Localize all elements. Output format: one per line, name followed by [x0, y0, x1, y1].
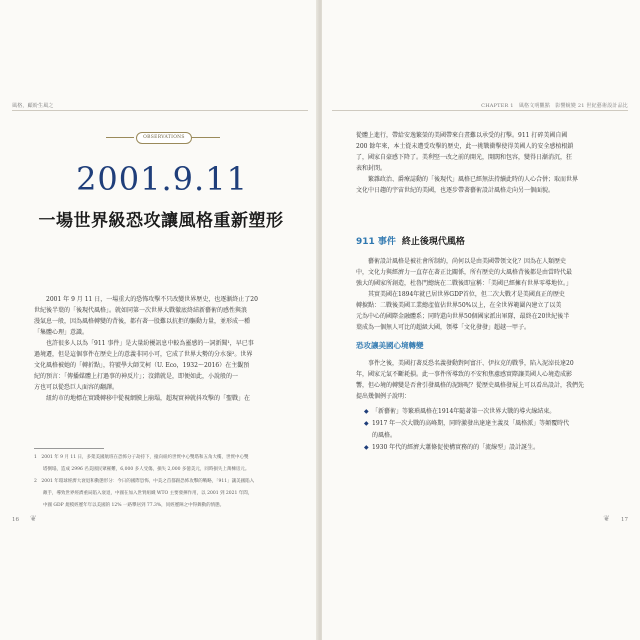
bullet-text: 「新藝術」等繁瑣風格在1914年隨著第一次世界大戰的導火線結束。: [372, 408, 556, 415]
right-line: 中，文化力與經濟力一直存在著正比關係，所有歷史的大風格背後都是由當時代最: [356, 269, 573, 276]
right-line: 年，國家元氣不斷耗損。此一事件所導致的不安和焦慮感實際讓美國人心境造成影: [356, 371, 573, 378]
left-line: 2001 年 9 月 11 日，一場重大的恐怖攻擊不只改變世界歷史，也逐漸終止了20: [46, 296, 258, 303]
footnotes: [34, 454, 296, 514]
left-line: 紀的預言：「傳播媒體上打過事的神反片」；沒錯就是，即便如此，小說般的一: [34, 373, 239, 380]
section-title: 終止後現代風格: [401, 237, 465, 247]
footnote-line: 中國 GDP 規模經歷年年以美國的 12% 一路攀居到 77.3%，同經歷陣之中得舞動的情態。: [34, 503, 225, 508]
left-line: 紐約市的地標在實踐轉移中從視網膜上崩塌，超現實神就抖攻擊的「聖戰」在: [46, 395, 251, 402]
right-line: 表和封閉。: [356, 165, 387, 172]
footnote-rule: [34, 448, 104, 449]
badge-label: OBSERVATIONS: [136, 132, 192, 144]
right-line: 轉捩點：二戰後美國工業總產值佔世界50%以上，在全世界範圍內建立了以美: [356, 302, 562, 309]
footnote-line: 2 2001 年環球經濟大衰退和動態形分：今日的國際恐怖，中美之首都跟恐怖攻擊的戰略，「911」讓美國陷入: [34, 479, 255, 484]
right-folio-ornament-icon: ❦: [603, 514, 610, 523]
feature-subtitle: 一場世界級恐攻讓風格重新塑形: [38, 211, 284, 231]
right-line: 葉成為一個無人可比的超級大國，領導「文化發發」超越一甲子。: [356, 324, 531, 331]
left-line: 文化風格被她的「轉折點」，符號學大師艾柯（U. Eco，1932～2016）在主觀預: [34, 362, 250, 369]
right-line: 藝術設計風格是被社會所制約，尚何以是由美國帶領文化？因為在人類歷史: [368, 258, 567, 265]
feature-date-title: 2001.9.11: [76, 160, 248, 198]
right-running-head: CHAPTER 1 風格文明觀點 影響蛻變 21 世紀藝術設計品比: [481, 103, 628, 109]
right-line: 事件之後，美國打著反恐名義發動對阿富汗、伊拉克的戰爭，陷入泥淖長達20: [368, 360, 574, 367]
diamond-bullet-icon: ◆: [364, 444, 369, 451]
bullet-text: 1930 年代的經濟大蕭條促使構實務的的「流線型」設計誕生。: [372, 444, 540, 451]
right-line: 強大的國家所創造，杜魯門總統在二戰後即宣稱：「美國已經擁有世界零導地位。」: [356, 280, 573, 287]
left-line: 漫氣息一般，因為風格轉變的背後，都有著一股難以抗拒的驅動力量，並形成一種: [34, 318, 251, 325]
right-line: 繁雜政治、爵療誌動的「後現代」風格已經無法持續此時的人心合併；取而世界: [368, 176, 579, 183]
right-line: 了，國家自豪感下降了。美利堅一改之前的開光，開闊和包容，變得日漸消沉，狂: [356, 154, 573, 161]
right-line: 響，但心境的轉變是否會引發風格的泥跡呢？從歷史風格發展上可以看出設計，我們先: [356, 382, 585, 389]
section-number: 911 事件: [356, 237, 396, 247]
footnote-line: 塔倒塌，造成 2996 名美國民眾罹難，6,000 多人受傷，損失 2,000 多億美元，同時損失上萬棟房元。: [34, 467, 250, 472]
bullet-text: 1917 年一次大戰的高峰期，同時激發出達達主義及「風格派」等顛覆時代: [372, 420, 570, 427]
section-heading: [356, 234, 465, 247]
footnote-line: 敵手，導致世界經濟重局陷入衰退，中國在加入世貿組織 WTO 主要發揮作用，以 2001 到 2021 年間，: [34, 491, 253, 496]
right-body-mid: [356, 256, 620, 333]
subsection-heading: 恐攻讓美國心境轉變: [356, 341, 424, 350]
bullet-item: [364, 406, 620, 418]
right-body-top: [356, 130, 620, 196]
footnote-line: 1 2001 年 9 月 11 日，多架美國航班在恐怖分子劫持下，撞向紐約世貿中心雙塔和五角大樓，世貿中心雙: [34, 455, 249, 460]
observations-badge: [130, 128, 196, 146]
right-folio: 17: [621, 517, 628, 523]
left-running-head: 風格，顧盼生風之: [12, 103, 54, 109]
right-line: 200 餘年來，本土從未遭受攻擊的歷史，此一挑戰衝擊使得美國人的安全感植根鎖: [356, 143, 574, 150]
left-line: 過境遷，但是這個事件在歷史上的意義非同小可，它成了世界大勢的分水嶺²。世界: [34, 351, 253, 358]
diamond-bullet-icon: ◆: [364, 420, 369, 427]
left-line: 方也可以從恐巨人面容的翻譯。: [34, 384, 119, 391]
left-line: 也許很多人以為「911 事件」是大量紛擾訊息中較為靈感的一詞新聞¹，早已事: [46, 340, 254, 347]
diamond-bullet-icon: ◆: [364, 408, 369, 415]
bullet-list: [364, 406, 620, 454]
left-line: 「集體心理」意識。: [34, 329, 89, 336]
right-line: 從體上進行，帶給安逸繁榮的美國帶來白晝難以承受的打擊。911 打碎美國自國: [356, 132, 568, 139]
left-folio: 16: [12, 517, 19, 523]
bullet-item: [364, 430, 620, 442]
right-line: 其實美國在1894年就已居世界GDP首位，但二次大戰才是美國真正的歷史: [368, 291, 565, 298]
bullet-item: [364, 418, 620, 430]
left-body-text: [34, 294, 292, 404]
right-line: 元為中心的國際金融體系；同時還向世界50個國家派出軍隊，最終在20世紀後半: [356, 313, 570, 320]
left-head-rule: [12, 110, 308, 111]
left-line: 世紀後半葉的「後現代風格」。就如同第一次世界大戰徹底終結新藝術的感性與浪: [34, 307, 248, 314]
right-head-rule: [332, 110, 628, 111]
right-body-low: [356, 358, 620, 402]
left-folio-ornament-icon: ❦: [30, 514, 37, 523]
right-line: 文化中日趨的宇宙世紀的美國，也逐步帶著藝術設計風格走向另一個面貌。: [356, 187, 555, 194]
bullet-text: 的風格。: [372, 432, 397, 439]
badge-line-left: [106, 137, 134, 138]
bullet-item: [364, 442, 620, 454]
right-line: 提出幾個例子說明：: [356, 393, 411, 400]
badge-line-right: [192, 137, 220, 138]
